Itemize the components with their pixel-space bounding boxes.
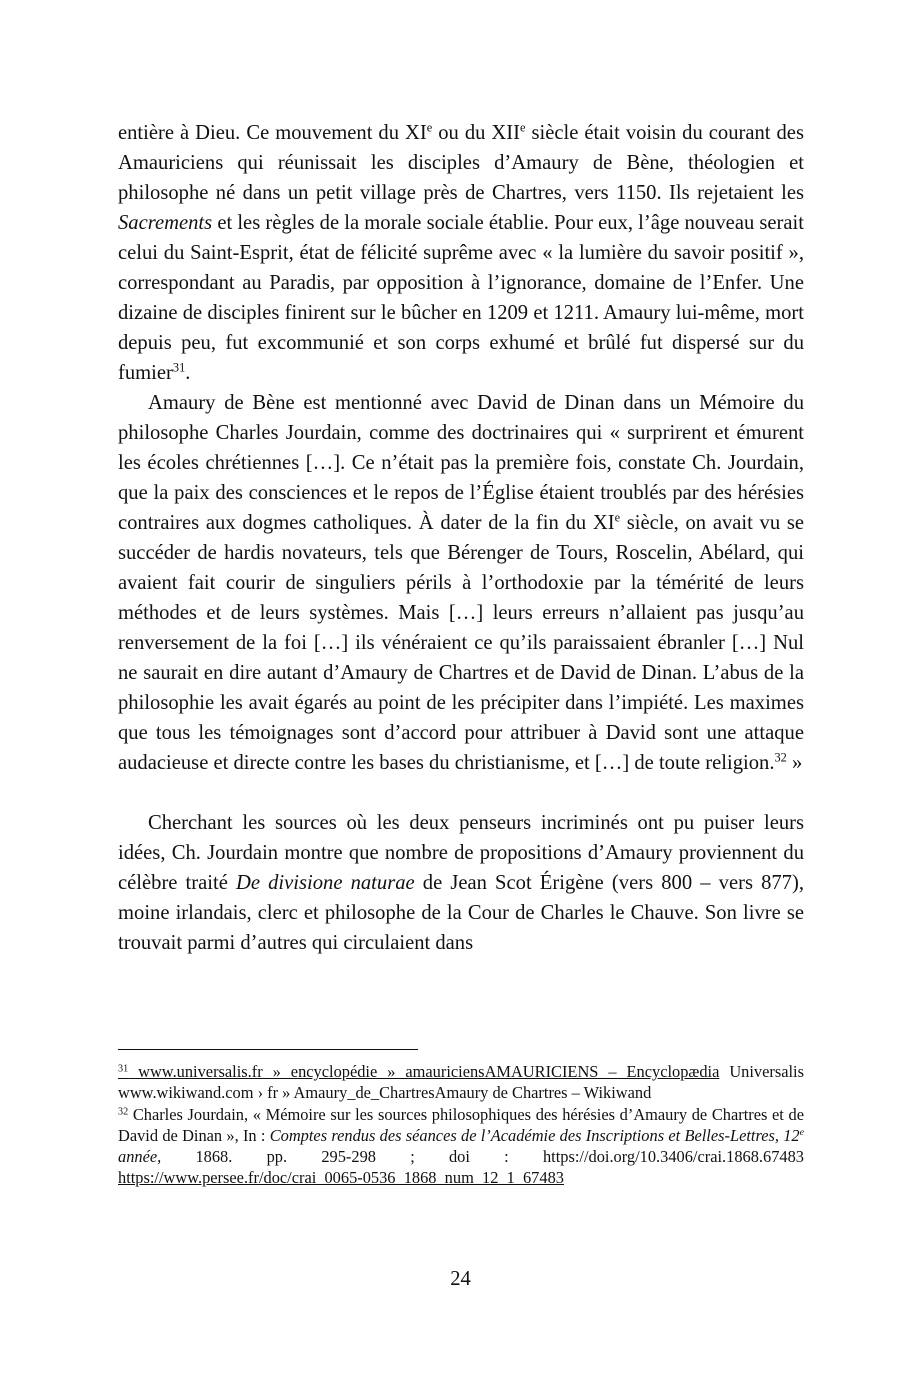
persee-link[interactable]: https://www.persee.fr/doc/crai_0065-0536_1868_num_12_1_67483 xyxy=(118,1168,564,1188)
footnotes xyxy=(118,1061,804,1189)
paragraph-3: Cherchant les sources où les deux penseurs incriminés ont pu puiser leurs idées, Ch. Jourdain montre que nombre de propositions d’Amaury proviennent du célèbre traité De divisione naturae de Jean Scot Érigène (vers 800 – vers 877), moine irlandais, clerc et philosophe de la Cour de Charles le Chauve. Son livre se trouvait parmi d’autres qui circulaient dans xyxy=(118,812,804,954)
footnote-ref-31[interactable]: 31 xyxy=(172,360,186,375)
page-number: 24 xyxy=(450,1268,471,1290)
footnote-31: $^{31}$ www.universalis.fr » encyclopédie » amauriciensAMAURICIENS – Encyclopædia Universalis www.wikiwand.com › fr » Amaury_de_ChartresAmaury de Chartres – Wikiwand xyxy=(118,1062,804,1103)
paragraph-2: Amaury de Bène est mentionné avec David de Dinan dans un Mémoire du philosophe Charles Jourdain, comme des doctrinaires qui « surprirent et émurent les écoles chrétiennes […]. Ce n’était pas la première fois, constate Ch. Jourdain, que la paix des consciences et le repos de l’Église étaient troublés par des hérésies contraires aux dogmes catholiques. À dater de la fin du XIe siècle, on avait vu se succéder de hardis novateurs, tels que Bérenger de Tours, Roscelin, Abélard, qui avaient fait courir de singuliers périls à l’orthodoxie par la témérité de leurs méthodes et de leurs systèmes. Mais […] leurs erreurs n’allaient pas jusqu’au renversement de la foi […] ils vénéraient ce qu’ils paraissaient ébranler […] Nul ne saurait en dire autant d’Amaury de Chartres et de David de Dinan. L’abus de la philosophie les avait égarés au point de les précipiter dans l’impiété. Les maximes que tous les témoignages sont d’accord pour attribuer à David sont une attaque audacieuse et directe contre les bases du christianisme, et […] de toute religion.$^{32}$ » xyxy=(118,392,805,774)
page-body xyxy=(118,118,804,958)
paragraph-1: entière à Dieu. Ce mouvement du XIe ou du XIIe siècle était voisin du courant des Amauriciens qui réunissait les disciples d’Amaury de Bène, théologien et philosophe né dans un petit village près de Chartres, vers 1150. Ils rejetaient les Sacrements et les règles de la morale sociale établie. Pour eux, l’âge nouveau serait celui du Saint-Esprit, état de félicité suprême avec « la lumière du savoir positif », correspondant au Paradis, par opposition à l’ignorance, domaine de l’Enfer. Une dizaine de disciples finirent sur le bûcher en 1209 et 1211. Amaury lui-même, mort depuis peu, fut excommunié et son corps exhumé et brûlé fut dispersé sur du fumier$^{31}$. xyxy=(118,120,805,384)
footnote-32: $^{32}$ Charles Jourdain, « Mémoire sur les sources philosophiques des hérésies d’Amaury de Chartres et de David de Dinan », In : Comptes rendus des séances de l’Académie des Inscriptions et Belles-Lettres, 12e année, 1868. pp. 295-298 ; doi : https://doi.org/10.3406/crai.1868.67483 https://www.persee.fr/doc/crai_0065-0536_1868_num_12_1_67483 xyxy=(118,1104,805,1188)
main-text xyxy=(118,118,804,958)
footnote-31-link[interactable]: $^{31}$ www.universalis.fr » encyclopédie » amauriciensAMAURICIENS – Encyclopædia xyxy=(118,1062,720,1081)
footnote-separator xyxy=(118,1049,418,1050)
footnote-ref-32[interactable]: 32 xyxy=(774,750,787,765)
